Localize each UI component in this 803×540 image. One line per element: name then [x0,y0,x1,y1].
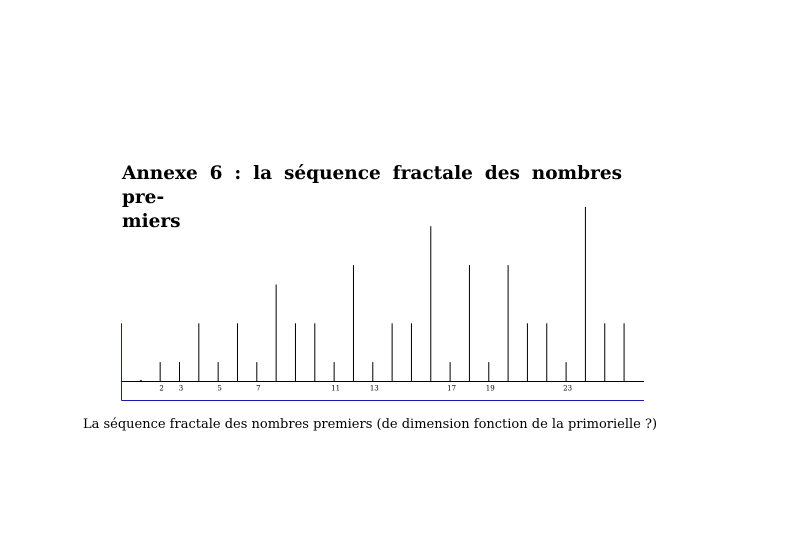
tick-label-5: 5 [217,384,222,393]
section-title-line-2: miers [122,211,181,232]
tick-label-2: 2 [159,384,164,393]
section-title-line-1: Annexe 6 : la séquence fractale des nombres pre- [122,163,622,208]
figure-caption: La séquence fractale des nombres premiers (de dimension fonction de la primorielle ?) [82,417,658,432]
tick-label-7: 7 [256,384,261,393]
tick-label-17: 17 [447,384,457,393]
tick-label-23: 23 [563,384,573,393]
chart-tick-labels [159,385,572,393]
tick-label-13: 13 [369,384,379,393]
tick-label-19: 19 [485,384,495,393]
chart-bars [160,207,624,382]
tick-label-3: 3 [178,384,184,393]
tick-label-11: 11 [331,384,341,393]
